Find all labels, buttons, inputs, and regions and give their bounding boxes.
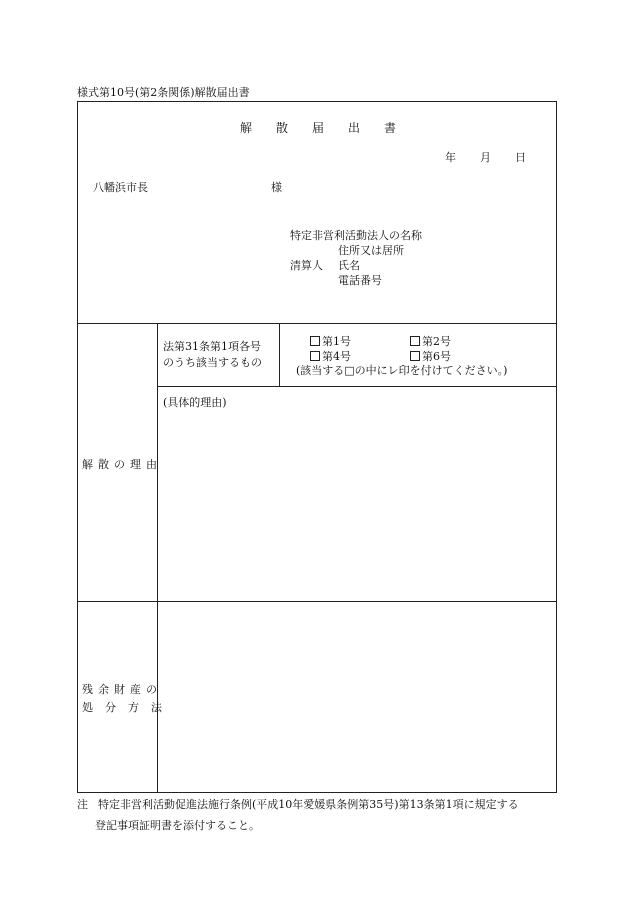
checkbox-icon[interactable] [410, 351, 420, 361]
disposal-label-line2: 処分方法 [82, 701, 174, 714]
title-char: 散 [276, 121, 289, 135]
date-year: 年 [445, 151, 456, 164]
disposal-input-area[interactable] [160, 604, 554, 790]
reason-detail-label: (具体的理由) [163, 396, 227, 409]
addressee: 八幡浜市長 [93, 181, 148, 194]
date-day: 日 [515, 151, 526, 164]
checkbox-icon[interactable] [310, 351, 320, 361]
basis-label-line1: 法第31条第1項各号 [163, 340, 261, 353]
disposal-label-line1: 残余財産の [82, 683, 162, 696]
checkbox-instruction: (該当する□の中にレ印を付けてください。) [296, 364, 508, 377]
form-caption: 様式第10号(第2条関係)解散届出書 [77, 86, 250, 99]
name-label: 氏名 [338, 259, 360, 272]
option-item-1[interactable] [310, 333, 351, 349]
option-item-6[interactable] [410, 348, 451, 364]
title-char: 解 [240, 121, 253, 135]
note-line2: 登記事項証明書を添付すること。 [95, 819, 260, 832]
option-item-2[interactable] [410, 333, 451, 349]
document-title [240, 119, 420, 136]
basis-label-line2: のうち該当するもの [163, 356, 262, 369]
option-label: 第4号 [322, 350, 351, 363]
note-line1 [77, 796, 519, 812]
header-section-divider [77, 323, 557, 324]
reason-divider [77, 601, 557, 602]
note-text: 特定非営利活動促進法施行条例(平成10年愛媛県条例第35号)第13条第1項に規定する [98, 798, 519, 811]
note-prefix: 注 [77, 798, 88, 811]
title-char: 届 [312, 121, 325, 135]
label-column-divider [157, 323, 158, 793]
option-label: 第6号 [422, 350, 451, 363]
checkbox-icon[interactable] [410, 336, 420, 346]
reason-label: 解散の理由 [82, 458, 162, 471]
basis-column-divider [279, 323, 280, 386]
option-label: 第2号 [422, 335, 451, 348]
date-month: 月 [480, 151, 491, 164]
phone-label: 電話番号 [338, 274, 382, 287]
org-name-label: 特定非営利活動法人の名称 [290, 229, 422, 242]
option-label: 第1号 [322, 335, 351, 348]
title-char: 書 [384, 121, 397, 135]
liquidator-label: 清算人 [290, 259, 323, 272]
address-label: 住所又は居所 [338, 244, 404, 257]
option-item-4[interactable] [310, 348, 351, 364]
reason-input-area[interactable] [160, 412, 554, 598]
honorific: 様 [271, 181, 282, 194]
basis-divider [157, 386, 557, 387]
checkbox-icon[interactable] [310, 336, 320, 346]
title-char: 出 [348, 121, 361, 135]
